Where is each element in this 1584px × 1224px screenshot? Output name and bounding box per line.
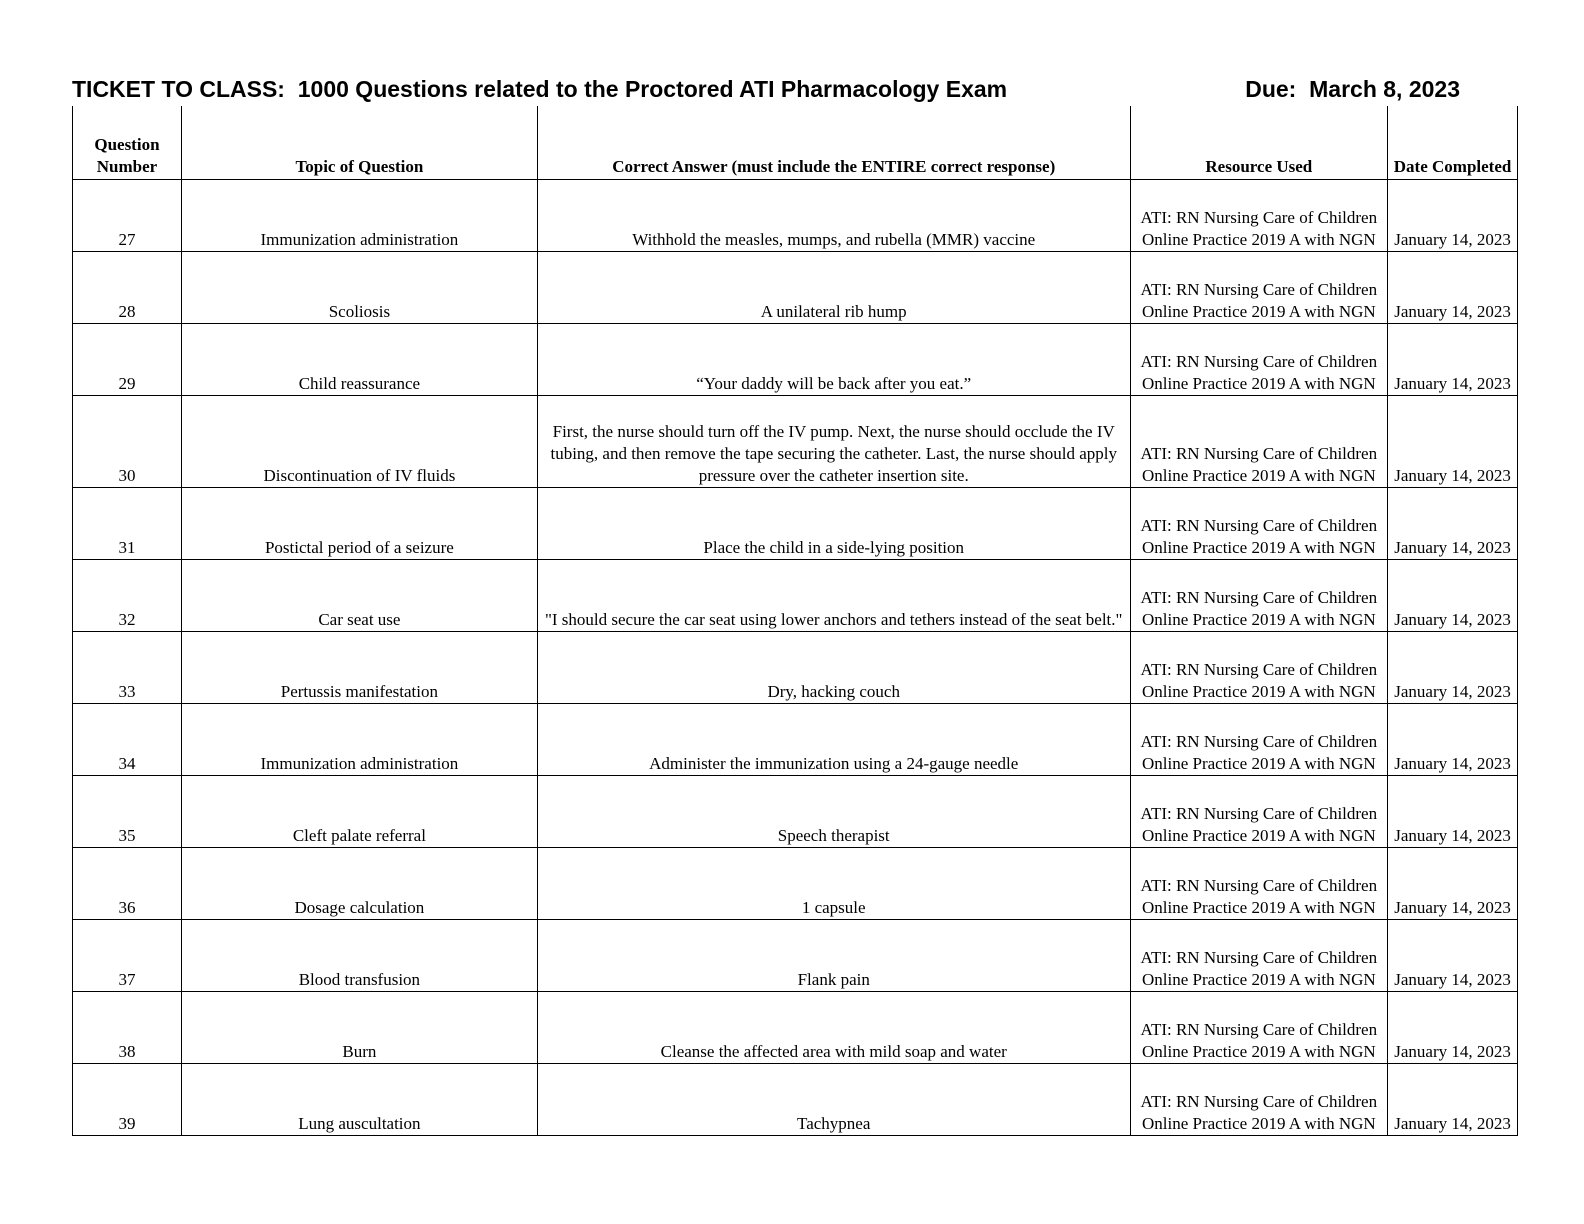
- correct-answer: Cleanse the affected area with mild soap and water: [537, 992, 1130, 1064]
- correct-answer: “Your daddy will be back after you eat.”: [537, 324, 1130, 396]
- resource-used: ATI: RN Nursing Care of Children Online Practice 2019 A with NGN: [1130, 324, 1388, 396]
- resource-used: ATI: RN Nursing Care of Children Online Practice 2019 A with NGN: [1130, 488, 1388, 560]
- question-number: 31: [73, 488, 182, 560]
- table-header-row: [73, 106, 1518, 180]
- date-completed: January 14, 2023: [1388, 920, 1518, 992]
- resource-used: ATI: RN Nursing Care of Children Online Practice 2019 A with NGN: [1130, 992, 1388, 1064]
- resource-used: ATI: RN Nursing Care of Children Online Practice 2019 A with NGN: [1130, 848, 1388, 920]
- questions-table: [72, 106, 1518, 1136]
- table-row: [73, 704, 1518, 776]
- resource-used: ATI: RN Nursing Care of Children Online Practice 2019 A with NGN: [1130, 560, 1388, 632]
- table-row: [73, 180, 1518, 252]
- correct-answer: First, the nurse should turn off the IV pump. Next, the nurse should occlude the IV tubing, and then remove the tape securing the catheter. Last, the nurse should apply pressure over the catheter insertion site.: [537, 396, 1130, 488]
- correct-answer: 1 capsule: [537, 848, 1130, 920]
- date-completed: January 14, 2023: [1388, 992, 1518, 1064]
- due-date: Due: March 8, 2023: [1245, 76, 1460, 102]
- question-topic: Child reassurance: [181, 324, 537, 396]
- resource-used: ATI: RN Nursing Care of Children Online Practice 2019 A with NGN: [1130, 252, 1388, 324]
- question-number: 34: [73, 704, 182, 776]
- correct-answer: Administer the immunization using a 24-gauge needle: [537, 704, 1130, 776]
- date-completed: January 14, 2023: [1388, 848, 1518, 920]
- column-header-answer: Correct Answer (must include the ENTIRE correct response): [537, 106, 1130, 180]
- resource-used: ATI: RN Nursing Care of Children Online Practice 2019 A with NGN: [1130, 180, 1388, 252]
- page-title: TICKET TO CLASS: 1000 Questions related to the Proctored ATI Pharmacology Exam: [72, 76, 1008, 102]
- date-completed: January 14, 2023: [1388, 632, 1518, 704]
- correct-answer: Dry, hacking couch: [537, 632, 1130, 704]
- table-row: [73, 324, 1518, 396]
- correct-answer: Tachypnea: [537, 1064, 1130, 1136]
- question-topic: Cleft palate referral: [181, 776, 537, 848]
- date-completed: January 14, 2023: [1388, 180, 1518, 252]
- question-number: 29: [73, 324, 182, 396]
- column-header-topic: Topic of Question: [181, 106, 537, 180]
- date-completed: January 14, 2023: [1388, 396, 1518, 488]
- question-number: 33: [73, 632, 182, 704]
- table-row: [73, 632, 1518, 704]
- date-completed: January 14, 2023: [1388, 324, 1518, 396]
- table-row: [73, 920, 1518, 992]
- column-header-question-number: Question Number: [73, 106, 182, 180]
- resource-used: ATI: RN Nursing Care of Children Online Practice 2019 A with NGN: [1130, 396, 1388, 488]
- table-row: [73, 252, 1518, 324]
- date-completed: January 14, 2023: [1388, 1064, 1518, 1136]
- table-row: [73, 396, 1518, 488]
- question-topic: Burn: [181, 992, 537, 1064]
- question-topic: Lung auscultation: [181, 1064, 537, 1136]
- resource-used: ATI: RN Nursing Care of Children Online Practice 2019 A with NGN: [1130, 632, 1388, 704]
- question-topic: Scoliosis: [181, 252, 537, 324]
- question-number: 38: [73, 992, 182, 1064]
- date-completed: January 14, 2023: [1388, 252, 1518, 324]
- question-topic: Pertussis manifestation: [181, 632, 537, 704]
- question-number: 39: [73, 1064, 182, 1136]
- column-header-resource: Resource Used: [1130, 106, 1388, 180]
- question-number: 27: [73, 180, 182, 252]
- resource-used: ATI: RN Nursing Care of Children Online Practice 2019 A with NGN: [1130, 704, 1388, 776]
- resource-used: ATI: RN Nursing Care of Children Online Practice 2019 A with NGN: [1130, 776, 1388, 848]
- correct-answer: Speech therapist: [537, 776, 1130, 848]
- resource-used: ATI: RN Nursing Care of Children Online Practice 2019 A with NGN: [1130, 1064, 1388, 1136]
- correct-answer: Withhold the measles, mumps, and rubella (MMR) vaccine: [537, 180, 1130, 252]
- question-number: 28: [73, 252, 182, 324]
- question-topic: Immunization administration: [181, 180, 537, 252]
- table-row: [73, 776, 1518, 848]
- question-topic: Blood transfusion: [181, 920, 537, 992]
- table-body: [73, 180, 1518, 1136]
- question-topic: Car seat use: [181, 560, 537, 632]
- date-completed: January 14, 2023: [1388, 560, 1518, 632]
- table-row: [73, 1064, 1518, 1136]
- correct-answer: Flank pain: [537, 920, 1130, 992]
- question-topic: Postictal period of a seizure: [181, 488, 537, 560]
- resource-used: ATI: RN Nursing Care of Children Online Practice 2019 A with NGN: [1130, 920, 1388, 992]
- date-completed: January 14, 2023: [1388, 704, 1518, 776]
- correct-answer: Place the child in a side-lying position: [537, 488, 1130, 560]
- table-row: [73, 848, 1518, 920]
- question-number: 36: [73, 848, 182, 920]
- correct-answer: A unilateral rib hump: [537, 252, 1130, 324]
- table-row: [73, 560, 1518, 632]
- question-number: 37: [73, 920, 182, 992]
- question-number: 32: [73, 560, 182, 632]
- table-row: [73, 488, 1518, 560]
- column-header-date: Date Completed: [1388, 106, 1518, 180]
- date-completed: January 14, 2023: [1388, 488, 1518, 560]
- date-completed: January 14, 2023: [1388, 776, 1518, 848]
- question-number: 30: [73, 396, 182, 488]
- question-number: 35: [73, 776, 182, 848]
- page-header: [72, 72, 1460, 106]
- question-topic: Immunization administration: [181, 704, 537, 776]
- question-topic: Dosage calculation: [181, 848, 537, 920]
- question-topic: Discontinuation of IV fluids: [181, 396, 537, 488]
- table-row: [73, 992, 1518, 1064]
- correct-answer: "I should secure the car seat using lower anchors and tethers instead of the seat belt.": [537, 560, 1130, 632]
